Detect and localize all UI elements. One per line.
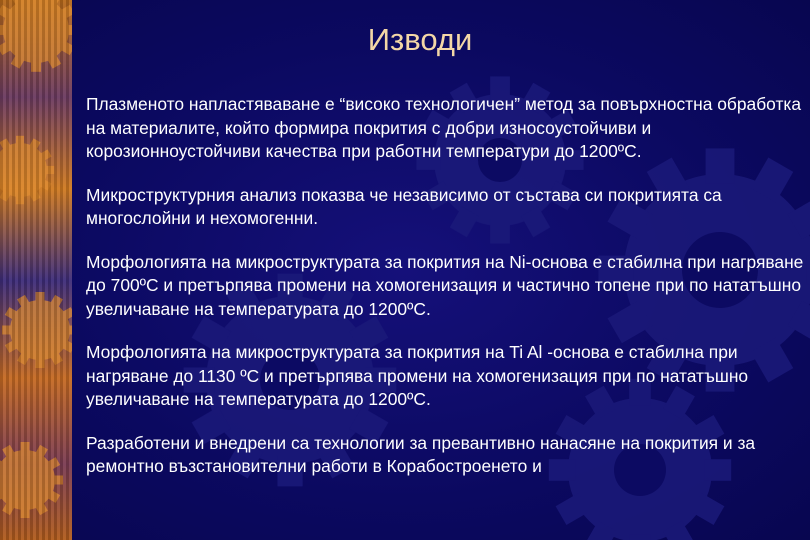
paragraph: Морфологията на микроструктурата за покрития на Ti Al -основа е стабилна при нагряване до 1130 ºС и претърпява промени на хомогенизация при по нататъшно увеличаване на температурата до 1200ºС. (86, 342, 749, 409)
gear-icon (0, 442, 63, 518)
gear-icon (0, 136, 54, 204)
slide-title: Изводи (367, 22, 473, 57)
gear-icon (2, 292, 72, 368)
paragraph: Разработени и внедрени са технологии за превантивно нанасяне на покрития и за ремонтно възстановителни работи в Корабостроенето и (86, 432, 756, 476)
paragraph: Плазменото напластяваване е “високо технологичен” метод за повърхностна обработка на материалите, който формира покрития с добри износоустойчиви и корозионноустойчиви качества при работни температури до 1200ºС. (86, 94, 802, 161)
gear-icon (0, 0, 72, 72)
slide-body (86, 93, 806, 479)
paragraph: Морфологията на микроструктурата за покрития на Ni-основа е стабилна при нагряване до 700ºС и претърпява промени на хомогенизация и частично топене при по нататъшно увеличаване на температурата до 1200ºС. (86, 251, 804, 319)
paragraph: Микроструктурния анализ показва че независимо от състава си покритията са многослойни и нехомогенни. (86, 184, 722, 228)
left-gears (0, 0, 72, 540)
left-decorative-strip (0, 0, 72, 540)
